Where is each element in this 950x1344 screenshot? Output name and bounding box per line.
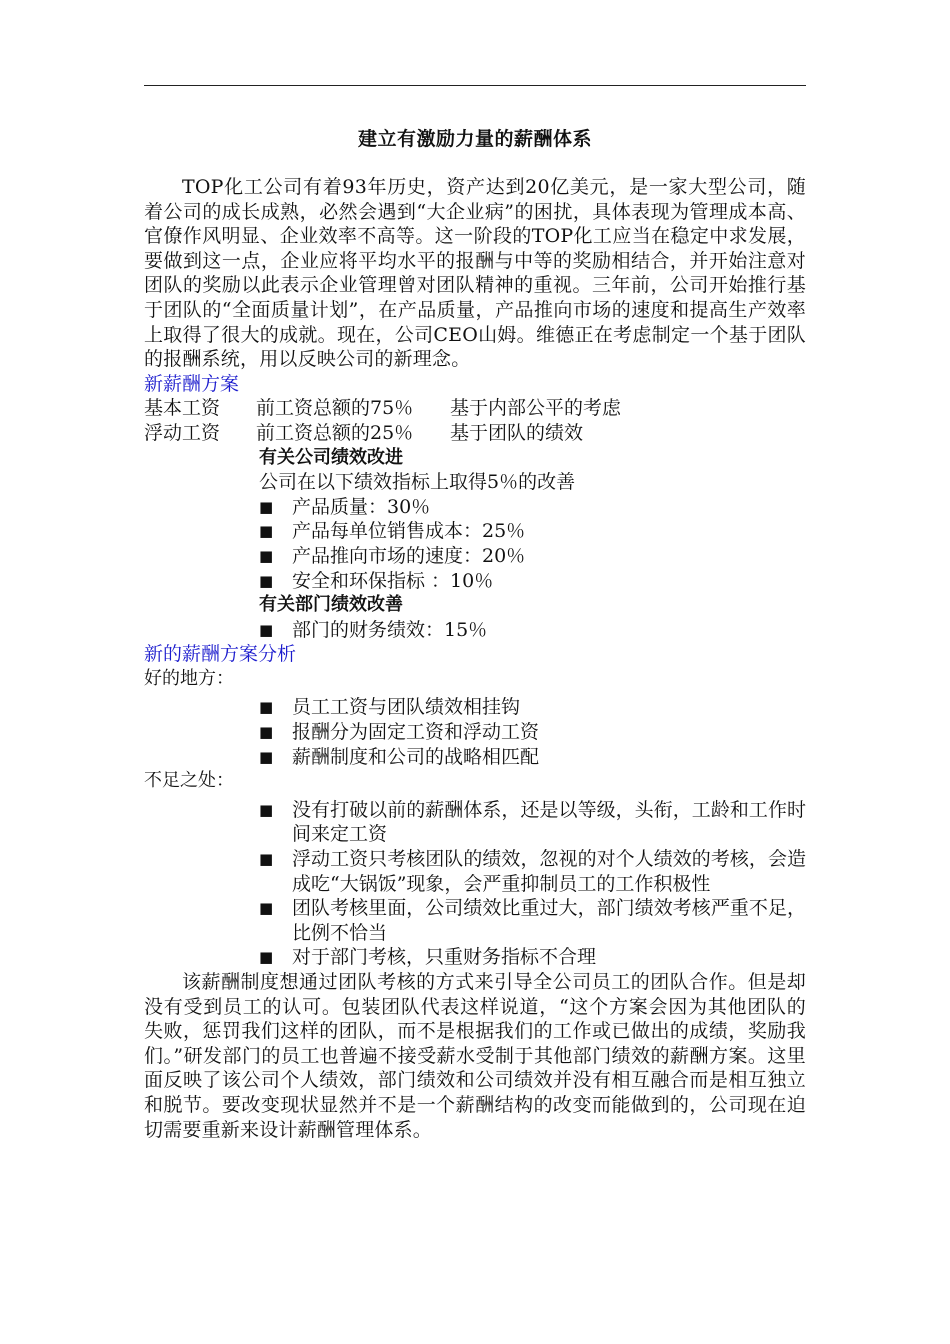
dept-performance-list (259, 618, 806, 643)
list-item (259, 745, 806, 770)
intro-paragraph: TOP化工公司有着93年历史，资产达到20亿美元，是一家大型公司，随着公司的成长成熟，必然会遇到“大企业病”的困扰，具体表现为管理成本高、官僚作风明显、企业效率不高等。这一阶段的TOP化工应当在稳定中求发展，要做到这一点，企业应将平均水平的报酬与中等的奖励相结合，并开始注意对团队的奖励以此表示企业管理曾对团队精神的重视。三年前，公司开始推行基于团队的“全面质量计划”，在产品质量，产品推向市场的速度和提高生产效率上取得了很大的成就。现在，公司CEO山姆。维德正在考虑制定一个基于团队的报酬系统，用以反映公司的新理念。 (144, 176, 806, 371)
company-performance-heading: 有关公司绩效改进 (259, 446, 403, 468)
list-item (259, 896, 806, 945)
list-item (259, 720, 806, 745)
company-performance-block (144, 446, 806, 643)
list-item-text: 产品推向市场的速度：20％ (292, 544, 526, 567)
analysis-heading: 新的薪酬方案分析 (144, 643, 297, 666)
plan-row-amount: 前工资总额的75％ (256, 397, 414, 420)
document-body (144, 175, 806, 1142)
square-bullet-icon: ■ (259, 571, 274, 590)
list-item (259, 618, 806, 643)
header-rule (144, 85, 806, 86)
list-item (259, 569, 806, 594)
page-title: 建立有激励力量的薪酬体系 (357, 128, 592, 150)
list-item-text: 产品质量：30％ (292, 495, 431, 518)
plan-row (144, 396, 806, 421)
plan-heading: 新薪酬方案 (144, 372, 240, 395)
square-bullet-icon: ■ (259, 747, 274, 766)
list-item-text: 团队考核里面，公司绩效比重过大，部门绩效考核严重不足，比例不恰当 (292, 897, 806, 944)
list-item-text: 薪酬制度和公司的战略相匹配 (292, 745, 540, 768)
list-item (259, 945, 806, 970)
list-item-text: 对于部门考核，只重财务指标不合理 (292, 946, 597, 969)
list-item-text: 报酬分为固定工资和浮动工资 (292, 721, 540, 744)
plan-table (144, 396, 806, 445)
square-bullet-icon: ■ (259, 546, 274, 565)
list-item (259, 847, 806, 896)
square-bullet-icon: ■ (259, 850, 274, 869)
list-item (259, 495, 806, 520)
conclusion-paragraph: 该薪酬制度想通过团队考核的方式来引导全公司员工的团队合作。但是却没有受到员工的认可。包装团队代表这样说道，“这个方案会因为其他团队的失败，惩罚我们这样的团队，而不是根据我们的工作或已做出的成绩，奖励我们。”研发部门的员工也普遍不接受薪水受制于其他部门绩效的薪酬方案。这里面反映了该公司个人绩效，部门绩效和公司绩效并没有相互融合而是相互独立和脱节。要改变现状显然并不是一个薪酬结构的改变而能做到的，公司现在迫切需要重新来设计薪酬管理体系。 (144, 971, 806, 1141)
plan-row-name: 浮动工资 (144, 421, 221, 444)
plan-row-amount: 前工资总额的25％ (256, 421, 414, 444)
plan-row-basis: 基于团队的绩效 (450, 421, 584, 444)
plan-row-name: 基本工资 (144, 397, 221, 420)
square-bullet-icon: ■ (259, 899, 274, 918)
list-item-text: 没有打破以前的薪酬体系，还是以等级，头衔，工龄和工作时间来定工资 (292, 798, 806, 846)
list-item (259, 519, 806, 544)
dept-performance-heading: 有关部门绩效改善 (259, 594, 403, 616)
company-performance-list (259, 495, 806, 593)
shortcomings-list (144, 798, 806, 970)
list-item-text: 员工工资与团队绩效相挂钩 (292, 696, 521, 719)
list-item-text: 部门的财务绩效：15％ (292, 618, 488, 641)
plan-row (144, 421, 806, 446)
list-item (259, 798, 806, 847)
list-item-text: 安全和环保指标 ：10％ (292, 569, 494, 592)
list-item-text: 浮动工资只考核团队的绩效，忽视的对个人绩效的考核，会造成吃“大锅饭”现象，会严重抑制员工的工作积极性 (292, 848, 806, 895)
square-bullet-icon: ■ (259, 620, 274, 639)
list-item (259, 544, 806, 569)
square-bullet-icon: ■ (259, 497, 274, 516)
list-item-text: 产品每单位销售成本：25％ (292, 520, 526, 543)
good-points-label: 好的地方： (144, 667, 234, 689)
square-bullet-icon: ■ (259, 698, 274, 717)
company-performance-intro: 公司在以下绩效指标上取得5％的改善 (259, 471, 576, 494)
square-bullet-icon: ■ (259, 723, 274, 742)
square-bullet-icon: ■ (259, 522, 274, 541)
shortcomings-label: 不足之处： (144, 770, 234, 792)
square-bullet-icon: ■ (259, 800, 274, 819)
plan-row-basis: 基于内部公平的考虑 (450, 397, 622, 420)
list-item (259, 695, 806, 720)
square-bullet-icon: ■ (259, 948, 274, 967)
good-points-list (144, 695, 806, 769)
